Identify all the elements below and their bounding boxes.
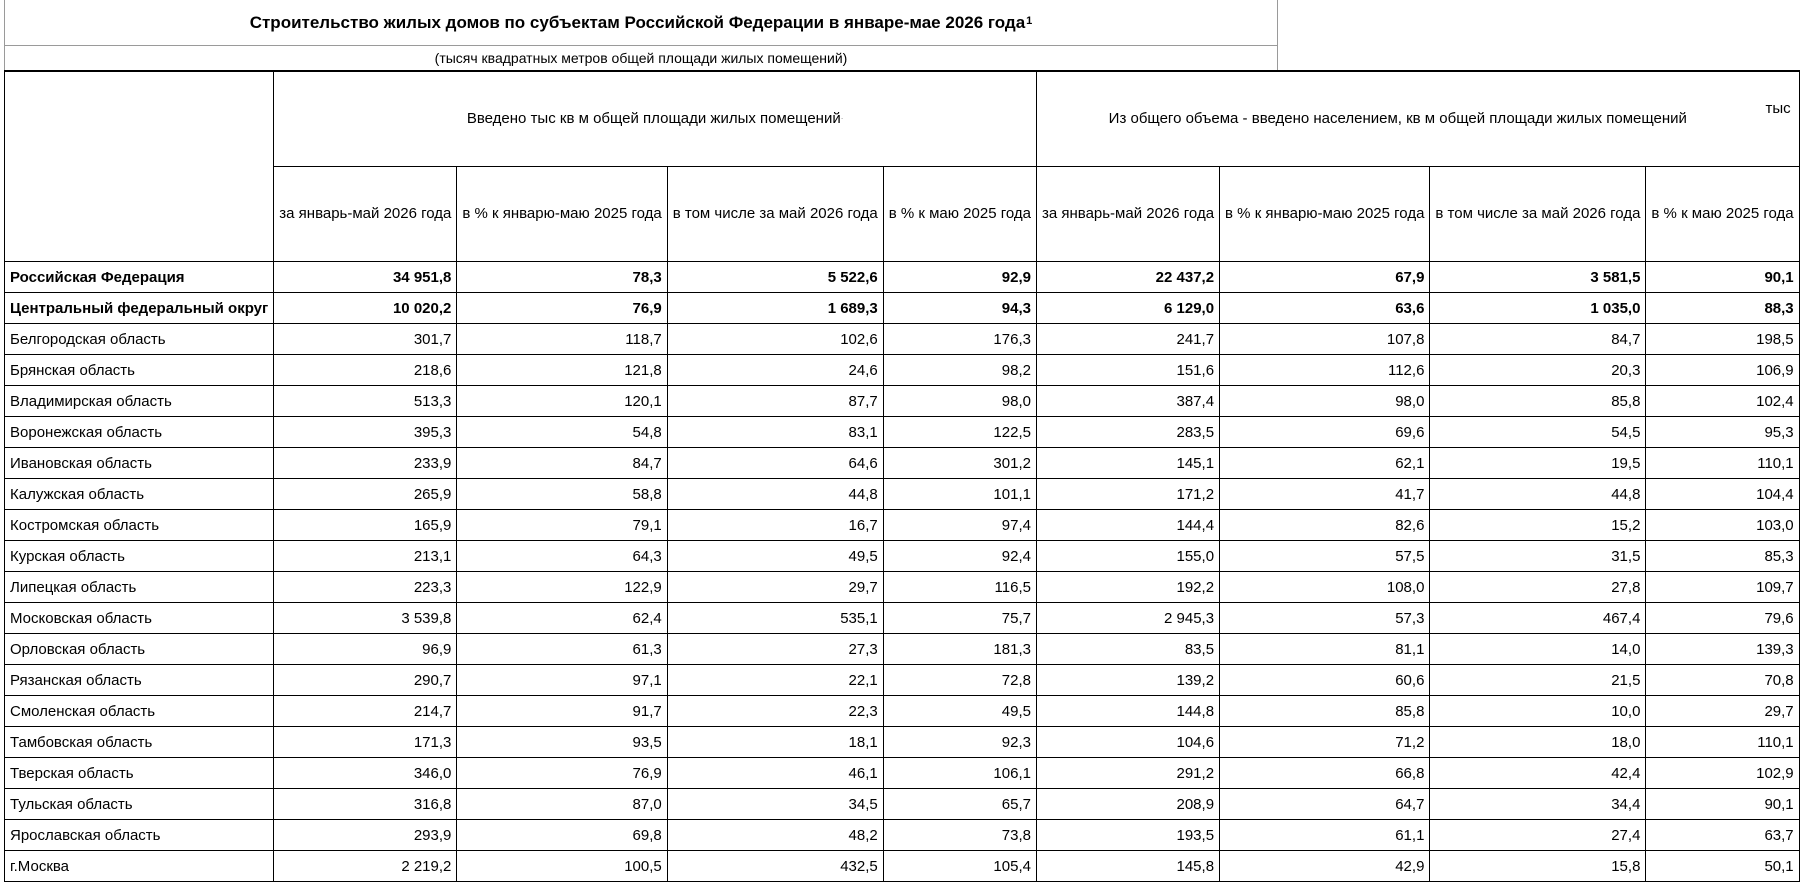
value-cell[interactable]: 79,6	[1646, 603, 1799, 634]
value-cell[interactable]: 76,9	[457, 758, 667, 789]
value-cell[interactable]: 21,5	[1430, 665, 1646, 696]
header-group-built-text: Введено тыс кв м общей площади жилых помещений	[466, 109, 841, 127]
region-name-cell[interactable]: Калужская область	[5, 479, 274, 510]
value-cell[interactable]: 22,1	[667, 665, 883, 696]
value-cell[interactable]: 41,7	[1220, 479, 1430, 510]
value-cell[interactable]: 27,4	[1430, 820, 1646, 851]
value-cell[interactable]: 176,3	[883, 324, 1036, 355]
value-cell[interactable]: 14,0	[1430, 634, 1646, 665]
value-cell[interactable]: 291,2	[1036, 758, 1219, 789]
value-cell[interactable]: 87,0	[457, 789, 667, 820]
value-cell[interactable]: 93,5	[457, 727, 667, 758]
value-cell[interactable]: 27,8	[1430, 572, 1646, 603]
value-cell[interactable]: 106,9	[1646, 355, 1799, 386]
value-cell[interactable]: 84,7	[457, 448, 667, 479]
value-cell[interactable]: 193,5	[1036, 820, 1219, 851]
table-row	[5, 262, 1800, 293]
region-name-cell[interactable]: Костромская область	[5, 510, 274, 541]
value-cell[interactable]: 118,7	[457, 324, 667, 355]
region-name-cell[interactable]: Тверская область	[5, 758, 274, 789]
value-cell[interactable]: 84,7	[1430, 324, 1646, 355]
value-cell[interactable]: 316,8	[274, 789, 457, 820]
value-cell[interactable]: 144,4	[1036, 510, 1219, 541]
header-group-population[interactable]	[1036, 71, 1799, 167]
table-row	[5, 696, 1800, 727]
value-cell[interactable]: 81,1	[1220, 634, 1430, 665]
region-name-cell[interactable]: г.Москва	[5, 851, 274, 882]
value-cell[interactable]: 293,9	[274, 820, 457, 851]
column-header-8[interactable]: в % к маю 2025 года	[1646, 167, 1799, 262]
value-cell[interactable]: 90,1	[1646, 789, 1799, 820]
value-cell[interactable]: 1 689,3	[667, 293, 883, 324]
value-cell[interactable]: 78,3	[457, 262, 667, 293]
value-cell[interactable]: 105,4	[883, 851, 1036, 882]
value-cell[interactable]: 120,1	[457, 386, 667, 417]
header-group-built-marker: ·	[840, 114, 844, 124]
value-cell[interactable]: 57,3	[1220, 603, 1430, 634]
value-cell[interactable]: 18,0	[1430, 727, 1646, 758]
value-cell[interactable]: 15,2	[1430, 510, 1646, 541]
header-group-population-text: Из общего объема - введено населением, кв м общей площади жилых помещений	[1108, 110, 1687, 127]
value-cell[interactable]: 94,3	[883, 293, 1036, 324]
table-row	[5, 603, 1800, 634]
value-cell[interactable]: 49,5	[667, 541, 883, 572]
table-row	[5, 448, 1800, 479]
value-cell[interactable]: 65,7	[883, 789, 1036, 820]
value-cell[interactable]: 22,3	[667, 696, 883, 727]
value-cell[interactable]: 213,1	[274, 541, 457, 572]
value-cell[interactable]: 82,6	[1220, 510, 1430, 541]
value-cell[interactable]: 102,4	[1646, 386, 1799, 417]
region-name-cell[interactable]: Курская область	[5, 541, 274, 572]
region-name-cell[interactable]: Смоленская область	[5, 696, 274, 727]
value-cell[interactable]: 44,8	[1430, 479, 1646, 510]
region-name-cell[interactable]: Тульская область	[5, 789, 274, 820]
value-cell[interactable]: 54,5	[1430, 417, 1646, 448]
value-cell[interactable]: 513,3	[274, 386, 457, 417]
header-group-built[interactable]	[274, 71, 1037, 167]
value-cell[interactable]: 2 219,2	[274, 851, 457, 882]
table-body	[5, 262, 1800, 882]
value-cell[interactable]: 290,7	[274, 665, 457, 696]
value-cell[interactable]: 171,2	[1036, 479, 1219, 510]
value-cell[interactable]: 104,4	[1646, 479, 1799, 510]
value-cell[interactable]: 107,8	[1220, 324, 1430, 355]
value-cell[interactable]: 233,9	[274, 448, 457, 479]
region-name-cell[interactable]: Центральный федеральный округ	[5, 293, 274, 324]
value-cell[interactable]: 64,3	[457, 541, 667, 572]
value-cell[interactable]: 75,7	[883, 603, 1036, 634]
value-cell[interactable]: 103,0	[1646, 510, 1799, 541]
value-cell[interactable]: 467,4	[1430, 603, 1646, 634]
value-cell[interactable]: 46,1	[667, 758, 883, 789]
value-cell[interactable]: 214,7	[274, 696, 457, 727]
title-footnote-marker: 1	[1026, 14, 1033, 27]
value-cell[interactable]: 3 581,5	[1430, 262, 1646, 293]
value-cell[interactable]: 102,9	[1646, 758, 1799, 789]
header-group-row	[5, 71, 1800, 167]
region-name-cell[interactable]: Воронежская область	[5, 417, 274, 448]
value-cell[interactable]: 87,7	[667, 386, 883, 417]
value-cell[interactable]: 144,8	[1036, 696, 1219, 727]
value-cell[interactable]: 64,6	[667, 448, 883, 479]
value-cell[interactable]: 71,2	[1220, 727, 1430, 758]
value-cell[interactable]: 98,2	[883, 355, 1036, 386]
table-subtitle	[4, 45, 1278, 70]
value-cell[interactable]: 108,0	[1220, 572, 1430, 603]
table-row	[5, 293, 1800, 324]
value-cell[interactable]: 92,9	[883, 262, 1036, 293]
value-cell[interactable]: 62,4	[457, 603, 667, 634]
value-cell[interactable]: 151,6	[1036, 355, 1219, 386]
value-cell[interactable]: 48,2	[667, 820, 883, 851]
value-cell[interactable]: 76,9	[457, 293, 667, 324]
value-cell[interactable]: 112,6	[1220, 355, 1430, 386]
value-cell[interactable]: 155,0	[1036, 541, 1219, 572]
value-cell[interactable]: 83,5	[1036, 634, 1219, 665]
column-header-5[interactable]: за январь-май 2026 года	[1036, 167, 1219, 262]
table-row	[5, 665, 1800, 696]
table-subtitle-text: (тысяч квадратных метров общей площади жилых помещений)	[434, 49, 848, 66]
value-cell[interactable]: 241,7	[1036, 324, 1219, 355]
value-cell[interactable]: 283,5	[1036, 417, 1219, 448]
value-cell[interactable]: 10 020,2	[274, 293, 457, 324]
table-row	[5, 572, 1800, 603]
column-header-4[interactable]: в % к маю 2025 года	[883, 167, 1036, 262]
value-cell[interactable]: 72,8	[883, 665, 1036, 696]
value-cell[interactable]: 44,8	[667, 479, 883, 510]
region-name-cell[interactable]: Ивановская область	[5, 448, 274, 479]
value-cell[interactable]: 20,3	[1430, 355, 1646, 386]
value-cell[interactable]: 90,1	[1646, 262, 1799, 293]
table-row	[5, 386, 1800, 417]
value-cell[interactable]: 58,8	[457, 479, 667, 510]
region-name-cell[interactable]: Тамбовская область	[5, 727, 274, 758]
column-header-6[interactable]: в % к январю-маю 2025 года	[1220, 167, 1430, 262]
header-columns-row	[5, 167, 1800, 262]
value-cell[interactable]: 42,9	[1220, 851, 1430, 882]
region-name-cell[interactable]: Брянская область	[5, 355, 274, 386]
value-cell[interactable]: 24,6	[667, 355, 883, 386]
region-name-cell[interactable]: Белгородская область	[5, 324, 274, 355]
header-group-population-tail: тыс	[1765, 100, 1791, 117]
header-corner-cell[interactable]	[5, 71, 274, 262]
value-cell[interactable]: 16,7	[667, 510, 883, 541]
column-header-1[interactable]: за январь-май 2026 года	[274, 167, 457, 262]
region-name-cell[interactable]: Липецкая область	[5, 572, 274, 603]
value-cell[interactable]: 50,1	[1646, 851, 1799, 882]
value-cell[interactable]: 49,5	[883, 696, 1036, 727]
value-cell[interactable]: 69,8	[457, 820, 667, 851]
value-cell[interactable]: 70,8	[1646, 665, 1799, 696]
value-cell[interactable]: 42,4	[1430, 758, 1646, 789]
value-cell[interactable]: 301,7	[274, 324, 457, 355]
value-cell[interactable]: 395,3	[274, 417, 457, 448]
value-cell[interactable]: 67,9	[1220, 262, 1430, 293]
table-row	[5, 417, 1800, 448]
value-cell[interactable]: 223,3	[274, 572, 457, 603]
value-cell[interactable]: 69,6	[1220, 417, 1430, 448]
value-cell[interactable]: 85,8	[1430, 386, 1646, 417]
value-cell[interactable]: 165,9	[274, 510, 457, 541]
value-cell[interactable]: 97,4	[883, 510, 1036, 541]
value-cell[interactable]: 109,7	[1646, 572, 1799, 603]
table-row	[5, 634, 1800, 665]
value-cell[interactable]: 73,8	[883, 820, 1036, 851]
value-cell[interactable]: 5 522,6	[667, 262, 883, 293]
value-cell[interactable]: 208,9	[1036, 789, 1219, 820]
value-cell[interactable]: 63,6	[1220, 293, 1430, 324]
value-cell[interactable]: 110,1	[1646, 448, 1799, 479]
value-cell[interactable]: 346,0	[274, 758, 457, 789]
region-name-cell[interactable]: Российская Федерация	[5, 262, 274, 293]
value-cell[interactable]: 139,2	[1036, 665, 1219, 696]
value-cell[interactable]: 18,1	[667, 727, 883, 758]
table-row	[5, 541, 1800, 572]
value-cell[interactable]: 181,3	[883, 634, 1036, 665]
value-cell[interactable]: 1 035,0	[1430, 293, 1646, 324]
value-cell[interactable]: 92,3	[883, 727, 1036, 758]
value-cell[interactable]: 122,5	[883, 417, 1036, 448]
table-title-text: Строительство жилых домов по субъектам Российской Федерации в январе-мае 2026 года	[249, 12, 1026, 32]
value-cell[interactable]: 92,4	[883, 541, 1036, 572]
value-cell[interactable]: 61,1	[1220, 820, 1430, 851]
value-cell[interactable]: 432,5	[667, 851, 883, 882]
value-cell[interactable]: 57,5	[1220, 541, 1430, 572]
value-cell[interactable]: 27,3	[667, 634, 883, 665]
value-cell[interactable]: 62,1	[1220, 448, 1430, 479]
value-cell[interactable]: 91,7	[457, 696, 667, 727]
value-cell[interactable]: 95,3	[1646, 417, 1799, 448]
value-cell[interactable]: 15,8	[1430, 851, 1646, 882]
value-cell[interactable]: 192,2	[1036, 572, 1219, 603]
value-cell[interactable]: 3 539,8	[274, 603, 457, 634]
value-cell[interactable]: 301,2	[883, 448, 1036, 479]
value-cell[interactable]: 19,5	[1430, 448, 1646, 479]
value-cell[interactable]: 79,1	[457, 510, 667, 541]
value-cell[interactable]: 61,3	[457, 634, 667, 665]
value-cell[interactable]: 85,3	[1646, 541, 1799, 572]
value-cell[interactable]: 85,8	[1220, 696, 1430, 727]
value-cell[interactable]: 535,1	[667, 603, 883, 634]
table-row	[5, 851, 1800, 882]
value-cell[interactable]: 116,5	[883, 572, 1036, 603]
table-row	[5, 758, 1800, 789]
region-name-cell[interactable]: Рязанская область	[5, 665, 274, 696]
table-row	[5, 510, 1800, 541]
value-cell[interactable]: 96,9	[274, 634, 457, 665]
value-cell[interactable]: 171,3	[274, 727, 457, 758]
value-cell[interactable]: 66,8	[1220, 758, 1430, 789]
value-cell[interactable]: 2 945,3	[1036, 603, 1219, 634]
value-cell[interactable]: 100,5	[457, 851, 667, 882]
column-header-7[interactable]: в том числе за май 2026 года	[1430, 167, 1646, 262]
value-cell[interactable]: 34 951,8	[274, 262, 457, 293]
value-cell[interactable]: 145,8	[1036, 851, 1219, 882]
value-cell[interactable]: 121,8	[457, 355, 667, 386]
value-cell[interactable]: 29,7	[667, 572, 883, 603]
value-cell[interactable]: 34,4	[1430, 789, 1646, 820]
value-cell[interactable]: 29,7	[1646, 696, 1799, 727]
value-cell[interactable]: 102,6	[667, 324, 883, 355]
value-cell[interactable]: 122,9	[457, 572, 667, 603]
column-header-3[interactable]: в том числе за май 2026 года	[667, 167, 883, 262]
value-cell[interactable]: 104,6	[1036, 727, 1219, 758]
table-title	[4, 0, 1278, 46]
column-header-2[interactable]: в % к январю-маю 2025 года	[457, 167, 667, 262]
region-name-cell[interactable]: Московская область	[5, 603, 274, 634]
table-row	[5, 727, 1800, 758]
value-cell[interactable]: 60,6	[1220, 665, 1430, 696]
table-row	[5, 324, 1800, 355]
value-cell[interactable]: 101,1	[883, 479, 1036, 510]
value-cell[interactable]: 83,1	[667, 417, 883, 448]
value-cell[interactable]: 198,5	[1646, 324, 1799, 355]
value-cell[interactable]: 22 437,2	[1036, 262, 1219, 293]
region-name-cell[interactable]: Ярославская область	[5, 820, 274, 851]
value-cell[interactable]: 106,1	[883, 758, 1036, 789]
value-cell[interactable]: 387,4	[1036, 386, 1219, 417]
value-cell[interactable]: 63,7	[1646, 820, 1799, 851]
value-cell[interactable]: 98,0	[1220, 386, 1430, 417]
region-name-cell[interactable]: Владимирская область	[5, 386, 274, 417]
value-cell[interactable]: 218,6	[274, 355, 457, 386]
value-cell[interactable]: 265,9	[274, 479, 457, 510]
value-cell[interactable]: 54,8	[457, 417, 667, 448]
value-cell[interactable]: 6 129,0	[1036, 293, 1219, 324]
value-cell[interactable]: 98,0	[883, 386, 1036, 417]
table-row	[5, 789, 1800, 820]
value-cell[interactable]: 10,0	[1430, 696, 1646, 727]
value-cell[interactable]: 97,1	[457, 665, 667, 696]
housing-construction-table	[4, 70, 1800, 882]
table-row	[5, 820, 1800, 851]
value-cell[interactable]: 31,5	[1430, 541, 1646, 572]
table-row	[5, 355, 1800, 386]
value-cell[interactable]: 64,7	[1220, 789, 1430, 820]
value-cell[interactable]: 145,1	[1036, 448, 1219, 479]
region-name-cell[interactable]: Орловская область	[5, 634, 274, 665]
table-row	[5, 479, 1800, 510]
value-cell[interactable]: 34,5	[667, 789, 883, 820]
value-cell[interactable]: 88,3	[1646, 293, 1799, 324]
value-cell[interactable]: 110,1	[1646, 727, 1799, 758]
value-cell[interactable]: 139,3	[1646, 634, 1799, 665]
